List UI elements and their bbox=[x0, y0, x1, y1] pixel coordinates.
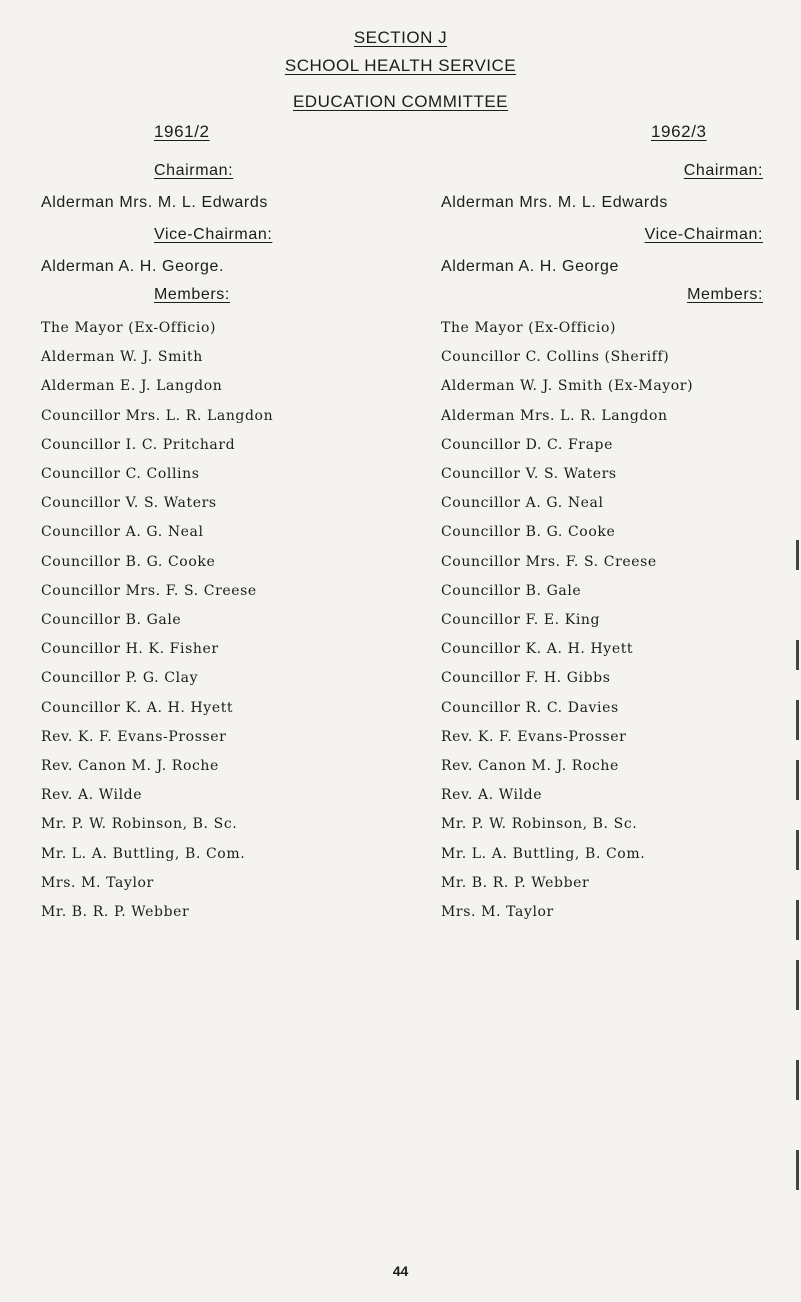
right-member-item: Alderman Mrs. L. R. Langdon bbox=[441, 407, 668, 424]
left-chairman-label: Chairman: bbox=[154, 162, 234, 179]
scan-edge-mark bbox=[796, 700, 799, 740]
page-number: 44 bbox=[392, 1263, 409, 1279]
right-member-item: Mr. B. R. P. Webber bbox=[441, 874, 590, 891]
scan-edge-mark bbox=[796, 540, 799, 570]
left-member-item: Rev. K. F. Evans-Prosser bbox=[41, 728, 227, 745]
left-vice-label: Vice-Chairman: bbox=[154, 226, 273, 243]
scan-edge-mark bbox=[796, 1060, 799, 1100]
right-member-item: Councillor F. E. King bbox=[441, 612, 601, 628]
left-member-item: Rev. A. Wilde bbox=[41, 787, 143, 804]
right-member-item: Councillor K. A. H. Hyett bbox=[441, 641, 634, 658]
right-member-item: Councillor B. Gale bbox=[441, 582, 582, 599]
left-member-item: Mrs. M. Taylor bbox=[41, 874, 154, 891]
left-member-item: Mr. P. W. Robinson, B. Sc. bbox=[41, 816, 238, 833]
scan-edge-mark bbox=[796, 960, 799, 1010]
right-member-item: Councillor R. C. Davies bbox=[441, 699, 619, 716]
left-member-item: Rev. Canon M. J. Roche bbox=[41, 758, 219, 774]
scan-edge-mark bbox=[796, 830, 799, 870]
right-members-label: Members: bbox=[687, 286, 763, 303]
right-member-item: Rev. K. F. Evans-Prosser bbox=[441, 728, 627, 745]
right-year: 1962/3 bbox=[651, 122, 707, 141]
left-vice-chairman: Alderman A. H. George. bbox=[41, 258, 225, 275]
right-member-item: Councillor B. G. Cooke bbox=[441, 524, 616, 541]
right-chairman-label: Chairman: bbox=[683, 162, 763, 179]
left-member-item: Councillor H. K. Fisher bbox=[41, 641, 219, 658]
left-member-item: Councillor C. Collins bbox=[41, 466, 200, 482]
right-vice-chairman: Alderman A. H. George bbox=[441, 258, 620, 275]
right-member-item: Councillor D. C. Frape bbox=[441, 436, 613, 453]
right-member-item: Councillor C. Collins (Sheriff) bbox=[441, 349, 670, 366]
right-member-item: Alderman W. J. Smith (Ex-Mayor) bbox=[441, 378, 694, 395]
right-member-item: Rev. Canon M. J. Roche bbox=[441, 758, 619, 774]
right-member-item: Councillor V. S. Waters bbox=[441, 466, 617, 482]
left-member-item: Mr. B. R. P. Webber bbox=[41, 904, 190, 920]
scan-edge-mark bbox=[796, 1150, 799, 1190]
left-member-item: Councillor P. G. Clay bbox=[41, 670, 199, 687]
right-vice-label: Vice-Chairman: bbox=[644, 226, 763, 243]
left-member-item: Councillor I. C. Pritchard bbox=[41, 436, 236, 453]
service-title: SCHOOL HEALTH SERVICE bbox=[284, 56, 517, 75]
right-chairman: Alderman Mrs. M. L. Edwards bbox=[441, 194, 668, 211]
right-member-item: Mr. P. W. Robinson, B. Sc. bbox=[441, 816, 638, 833]
left-member-item: The Mayor (Ex-Officio) bbox=[41, 320, 217, 336]
left-member-item: Alderman E. J. Langdon bbox=[41, 378, 223, 395]
left-member-item: Alderman W. J. Smith bbox=[41, 349, 203, 366]
right-member-item: The Mayor (Ex-Officio) bbox=[441, 320, 617, 336]
left-member-item: Councillor B. Gale bbox=[41, 612, 182, 628]
left-members-label: Members: bbox=[154, 286, 230, 303]
right-member-item: Mrs. M. Taylor bbox=[441, 904, 554, 920]
left-member-item: Councillor B. G. Cooke bbox=[41, 553, 216, 570]
left-year: 1961/2 bbox=[154, 122, 210, 141]
left-member-item: Councillor A. G. Neal bbox=[41, 524, 204, 541]
left-member-item: Mr. L. A. Buttling, B. Com. bbox=[41, 845, 246, 862]
scan-edge-mark bbox=[796, 640, 799, 670]
right-member-item: Councillor Mrs. F. S. Creese bbox=[441, 553, 657, 570]
right-member-item: Councillor F. H. Gibbs bbox=[441, 670, 611, 687]
section-title: SECTION J bbox=[353, 28, 448, 47]
scan-edge-mark bbox=[796, 760, 799, 800]
left-member-item: Councillor V. S. Waters bbox=[41, 495, 217, 512]
right-member-item: Rev. A. Wilde bbox=[441, 787, 543, 804]
scan-edge-mark bbox=[796, 900, 799, 940]
left-member-item: Councillor Mrs. F. S. Creese bbox=[41, 582, 257, 599]
left-member-item: Councillor Mrs. L. R. Langdon bbox=[41, 407, 274, 424]
right-member-item: Mr. L. A. Buttling, B. Com. bbox=[441, 845, 646, 862]
left-member-item: Councillor K. A. H. Hyett bbox=[41, 699, 234, 716]
right-member-item: Councillor A. G. Neal bbox=[441, 495, 604, 512]
committee-title: EDUCATION COMMITTEE bbox=[292, 92, 509, 111]
left-chairman: Alderman Mrs. M. L. Edwards bbox=[41, 194, 268, 211]
